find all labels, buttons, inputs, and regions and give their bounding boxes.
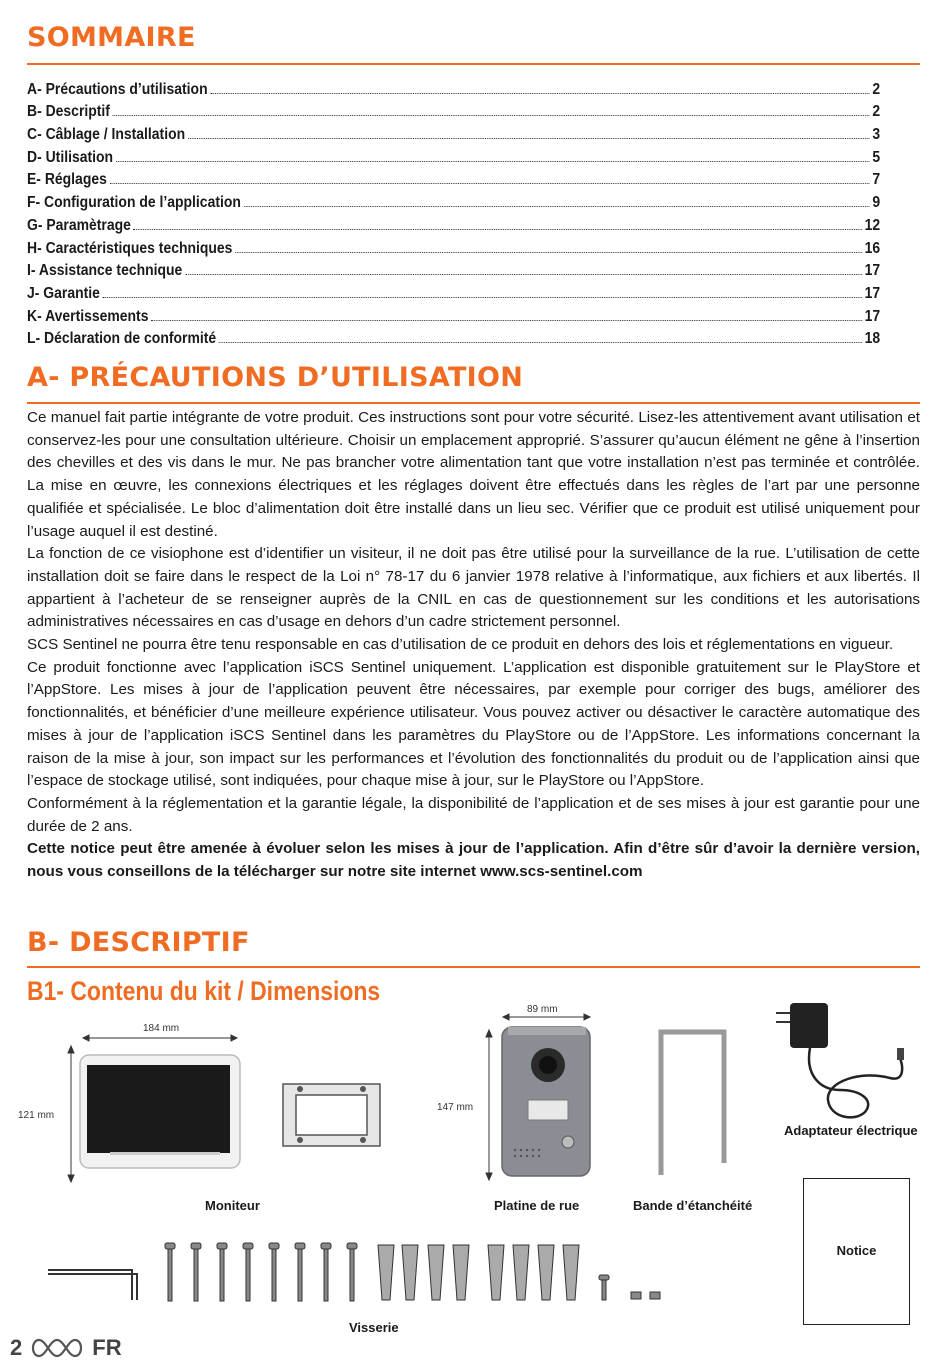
plate-caption: Platine de rue	[494, 1198, 580, 1213]
toc-entry[interactable]: G- Paramètrage 12	[27, 216, 881, 234]
toc-entry[interactable]: F- Configuration de l’application 9	[27, 194, 881, 212]
paragraph: La fonction de ce visiophone est d’identifier un visiteur, il ne doit pas être utilisé pour la surveillance de la rue. L’utilisation de cette installation doit se faire dans le respect de la Loi n° 78-17 du 6 janvier 1978 relative à l’informatique, aux fichiers et aux libertés. Il appartient à l’acheteur de se renseigner auprès de la CNIL en cas de questionnement sur les conditions et les autorisations administratives nécessaires en cas d’usage en dehors d’un cadre strictement personnel.	[27, 545, 920, 631]
page-number: 2	[10, 1335, 23, 1360]
screws-image	[165, 1243, 357, 1301]
monitor-height-label: 121 mm	[18, 1110, 55, 1121]
toc-entry[interactable]: H- Caractéristiques techniques 16	[27, 239, 881, 257]
small-parts-image	[599, 1275, 660, 1300]
page-footer	[10, 1335, 122, 1361]
monitor-caption: Moniteur	[205, 1198, 260, 1213]
divider	[27, 966, 920, 968]
toc-entry[interactable]: L- Déclaration de conformité 18	[27, 330, 881, 348]
monitor-width-label: 184 mm	[143, 1023, 180, 1034]
precautions-title: A- PRÉCAUTIONS D’UTILISATION	[27, 362, 524, 393]
cable-image	[48, 1270, 137, 1300]
power-adapter-image	[776, 1003, 904, 1117]
notice-booklet	[803, 1178, 910, 1325]
screws-caption: Visserie	[349, 1320, 399, 1335]
plate-width-label: 89 mm	[527, 1004, 558, 1015]
table-of-contents	[27, 76, 881, 348]
street-plate-image	[502, 1027, 590, 1176]
adapter-caption: Adaptateur électrique	[784, 1123, 918, 1138]
toc-entry[interactable]: E- Réglages 7	[27, 171, 881, 189]
brand-logo-icon	[28, 1337, 86, 1359]
notice-caption: Notice	[836, 1243, 877, 1258]
paragraph: Conformément à la réglementation et la garantie légale, la disponibilité de l’application et de ses mises à jour est garantie pour une durée de 2 ans.	[27, 794, 920, 835]
language-code: FR	[92, 1335, 122, 1360]
descriptif-title: B- DESCRIPTIF	[27, 927, 250, 958]
sealing-strip-image	[661, 1032, 724, 1175]
update-notice: Cette notice peut être amenée à évoluer selon les mises à jour de l’application. Afin d’être sûr d’avoir la dernière version, nous vous conseillons de la télécharger sur notre site internet www.scs-sentinel.com	[27, 840, 920, 881]
toc-entry[interactable]: C- Câblage / Installation 3	[27, 126, 881, 144]
toc-entry[interactable]: A- Précautions d’utilisation 2	[27, 80, 881, 98]
wall-bracket-image	[283, 1084, 380, 1146]
toc-entry[interactable]: J- Garantie 17	[27, 284, 881, 302]
toc-entry[interactable]: D- Utilisation 5	[27, 148, 881, 166]
toc-entry[interactable]: I- Assistance technique 17	[27, 262, 881, 280]
plate-height-label: 147 mm	[437, 1102, 474, 1113]
paragraph: Ce produit fonctionne avec l’application iSCS Sentinel uniquement. L’application est disponible gratuitement sur le PlayStore et l’AppStore. Les mises à jour de l’application peuvent être nécessaires, par exemple pour corriger des bugs, améliorer des fonctionnalités, et bénéficier d’une meilleure expérience utilisateur. Vous pouvez activer ou désactiver le caractère automatique des mises à jour de l’application iSCS Sentinel dans les paramètres du PlayStore ou de l’AppStore. Les informations concernant la raison de la mise à jour, son impact sur les performances et l’évolution des fonctionnalités du produit ou de l’application ainsi que l’espace de stockage utilisé, sont indiquées, pour chaque mise à jour, sur le PlayStore ou l’AppStore.	[27, 658, 920, 790]
strip-caption: Bande d’étanchéité	[633, 1198, 753, 1213]
precautions-body	[27, 407, 920, 884]
wall-plugs-image	[378, 1245, 579, 1300]
divider	[27, 402, 920, 404]
sommaire-title: SOMMAIRE	[27, 22, 196, 53]
toc-entry[interactable]: B- Descriptif 2	[27, 103, 881, 121]
kit-contents-subtitle: B1- Contenu du kit / Dimensions	[27, 976, 381, 1006]
divider	[27, 63, 920, 65]
paragraph: SCS Sentinel ne pourra être tenu responsable en cas d’utilisation de ce produit en dehors des lois et réglementations en vigueur.	[27, 636, 894, 654]
paragraph: Ce manuel fait partie intégrante de votre produit. Ces instructions sont pour votre sécurité. Lisez-les attentivement avant utilisation et conservez-les pour une consultation ultérieure. Choisir un emplacement approprié. S’assurer qu’aucun élément ne gêne à l’insertion des chevilles et des vis dans le mur. Ne pas brancher votre alimentation tant que votre installation n’est pas terminée et contrôlée. La mise en œuvre, les connexions électriques et les réglages doivent être effectués dans les règles de l’art par une personne qualifiée et spécialisée. Le bloc d’alimentation doit être installé dans un lieu sec. Vérifier que ce produit est utilisé uniquement pour l’usage auquel il est destiné.	[27, 409, 920, 540]
toc-entry[interactable]: K- Avertissements 17	[27, 307, 881, 325]
monitor-image	[80, 1055, 240, 1168]
